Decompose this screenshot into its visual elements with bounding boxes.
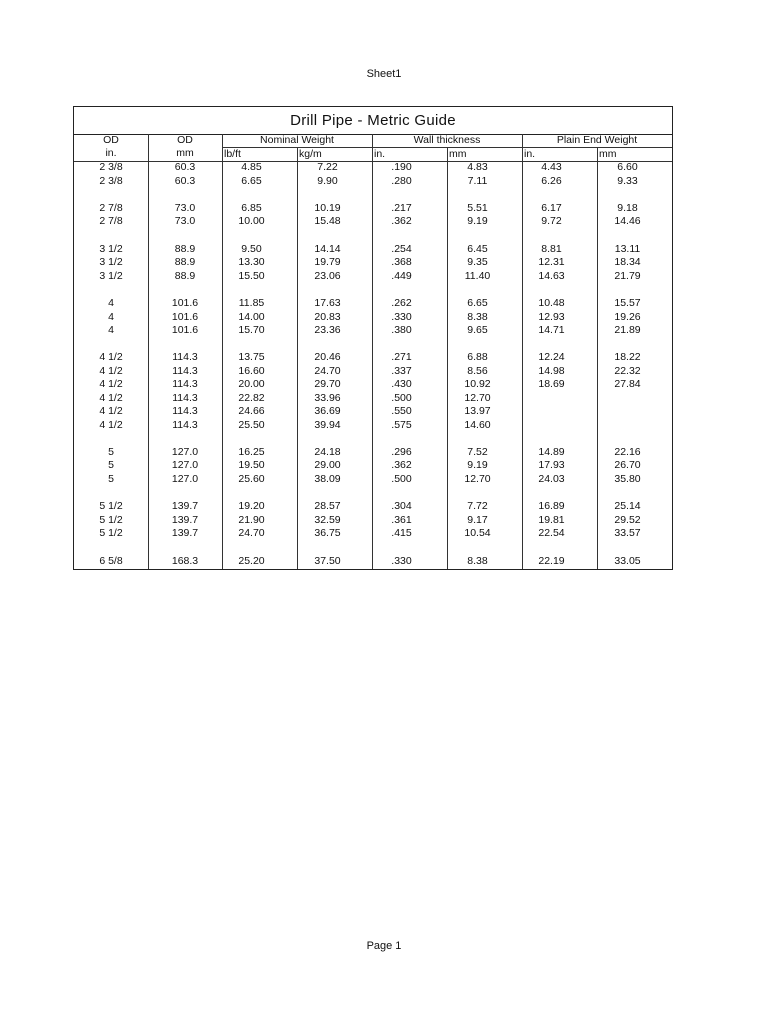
cell-nw-kgm: 9.90 (317, 175, 338, 187)
cell-od-mm: 114.3 (172, 351, 198, 363)
cell-od-mm: 60.3 (174, 161, 196, 173)
cell-nw-kgm: 15.48 (314, 215, 341, 227)
cell-wt-mm: 6.45 (467, 243, 488, 255)
cell-od-mm: 114.3 (172, 378, 198, 390)
cell-pew-mm: 21.79 (614, 270, 641, 282)
cell-wt-in: .550 (391, 405, 412, 417)
cell-od-in: 5 (108, 446, 114, 458)
cell-od-in: 4 1/2 (99, 392, 123, 404)
cell-od-in: 2 7/8 (99, 202, 123, 214)
cell-wt-mm: 9.65 (467, 324, 488, 336)
cell-pew-in: 12.93 (538, 311, 565, 323)
cell-nw-lbft: 15.70 (238, 324, 265, 336)
cell-nw-lbft: 21.90 (238, 514, 265, 526)
cell-od-mm: 88.9 (174, 256, 196, 268)
cell-wt-in: .361 (391, 514, 412, 526)
cell-pew-mm: 22.16 (614, 446, 641, 458)
cell-wt-in: .280 (391, 175, 412, 187)
cell-pew-in: 6.17 (541, 202, 562, 214)
cell-wt-mm: 4.83 (467, 161, 488, 173)
cell-od-mm: 88.9 (174, 243, 196, 255)
cell-wt-in: .330 (391, 555, 412, 567)
table-row (74, 555, 672, 569)
header-pew-in-unit: in. (524, 148, 536, 160)
cell-od-mm: 60.3 (174, 175, 196, 187)
cell-pew-in: 22.54 (538, 527, 565, 539)
cell-pew-mm: 33.57 (614, 527, 641, 539)
cell-nw-lbft: 15.50 (238, 270, 265, 282)
cell-pew-in: 6.26 (541, 175, 562, 187)
cell-pew-in: 18.69 (538, 378, 565, 390)
table-row (74, 202, 672, 216)
table-row (74, 311, 672, 325)
cell-wt-in: .296 (391, 446, 412, 458)
cell-pew-mm: 9.18 (617, 202, 638, 214)
cell-wt-in: .362 (391, 215, 412, 227)
cell-nw-kgm: 29.00 (314, 459, 341, 471)
cell-nw-lbft: 22.82 (238, 392, 265, 404)
cell-od-mm: 101.6 (171, 297, 199, 309)
cell-nw-lbft: 25.60 (238, 473, 265, 485)
cell-nw-kgm: 33.96 (314, 392, 341, 404)
cell-nw-lbft: 19.20 (238, 500, 265, 512)
header-od-mm: OD (177, 134, 193, 146)
cell-wt-mm: 10.92 (464, 378, 491, 390)
cell-nw-lbft: 16.60 (238, 365, 265, 377)
cell-od-in: 4 (108, 311, 114, 323)
cell-nw-lbft: 10.00 (238, 215, 265, 227)
cell-wt-in: .415 (391, 527, 412, 539)
cell-pew-in: 8.81 (541, 243, 562, 255)
table-row (74, 365, 672, 379)
sheet-name-header: Sheet1 (366, 68, 402, 80)
cell-pew-in: 17.93 (538, 459, 565, 471)
cell-nw-kgm: 32.59 (314, 514, 341, 526)
cell-od-in: 5 (108, 459, 114, 471)
cell-nw-lbft: 24.70 (238, 527, 265, 539)
cell-wt-in: .575 (391, 419, 412, 431)
cell-pew-in: 10.48 (538, 297, 565, 309)
cell-od-in: 4 1/2 (99, 365, 123, 377)
header-nominal-weight: Nominal Weight (260, 134, 334, 146)
table-row (74, 161, 672, 175)
cell-wt-in: .449 (391, 270, 412, 282)
cell-pew-in: 16.89 (538, 500, 565, 512)
header-od-in: OD (103, 134, 119, 146)
cell-nw-kgm: 24.70 (314, 365, 341, 377)
cell-nw-kgm: 7.22 (317, 161, 338, 173)
page-number-footer: Page 1 (366, 940, 402, 952)
cell-od-mm: 88.9 (174, 270, 196, 282)
cell-wt-in: .500 (391, 392, 412, 404)
cell-wt-mm: 7.11 (467, 175, 488, 187)
cell-od-in: 5 1/2 (99, 527, 123, 539)
table-row (74, 351, 672, 365)
cell-od-in: 2 7/8 (99, 215, 123, 227)
cell-wt-mm: 5.51 (467, 202, 488, 214)
cell-nw-lbft: 13.75 (238, 351, 265, 363)
cell-pew-mm: 13.11 (614, 243, 641, 255)
table-row (74, 459, 672, 473)
header-plain-end-weight: Plain End Weight (556, 134, 638, 146)
cell-nw-kgm: 24.18 (314, 446, 341, 458)
cell-wt-mm: 9.19 (467, 215, 488, 227)
table-row (74, 419, 672, 433)
cell-pew-mm: 18.34 (614, 256, 641, 268)
cell-od-in: 2 3/8 (99, 161, 123, 173)
cell-nw-lbft: 24.66 (238, 405, 265, 417)
cell-pew-mm: 15.57 (614, 297, 641, 309)
cell-pew-in: 14.63 (538, 270, 565, 282)
cell-nw-kgm: 28.57 (314, 500, 341, 512)
cell-od-in: 3 1/2 (99, 243, 123, 255)
cell-nw-lbft: 6.85 (241, 202, 262, 214)
cell-nw-kgm: 20.83 (314, 311, 341, 323)
cell-wt-in: .271 (391, 351, 412, 363)
cell-wt-mm: 13.97 (464, 405, 491, 417)
cell-pew-in: 14.71 (538, 324, 565, 336)
cell-wt-in: .262 (391, 297, 412, 309)
cell-od-in: 6 5/8 (99, 555, 123, 567)
cell-pew-mm: 26.70 (614, 459, 641, 471)
cell-od-mm: 73.0 (174, 202, 196, 214)
cell-wt-in: .304 (391, 500, 412, 512)
cell-wt-mm: 11.40 (464, 270, 491, 282)
cell-pew-in: 12.24 (538, 351, 565, 363)
cell-pew-in: 22.19 (538, 555, 565, 567)
cell-pew-mm: 9.33 (617, 175, 638, 187)
cell-pew-mm: 35.80 (614, 473, 641, 485)
cell-pew-mm: 33.05 (614, 555, 641, 567)
cell-nw-lbft: 9.50 (241, 243, 262, 255)
cell-wt-mm: 8.56 (467, 365, 488, 377)
cell-pew-mm: 21.89 (614, 324, 641, 336)
table-row (74, 500, 672, 514)
cell-pew-in: 14.89 (538, 446, 565, 458)
header-pew-mm-unit: mm (599, 148, 617, 160)
cell-pew-mm: 6.60 (617, 161, 638, 173)
cell-od-in: 4 1/2 (99, 351, 123, 363)
table-title: Drill Pipe - Metric Guide (74, 107, 672, 135)
cell-wt-mm: 6.65 (467, 297, 488, 309)
cell-wt-mm: 7.52 (467, 446, 488, 458)
cell-od-mm: 139.7 (171, 500, 199, 512)
header-nw-lbft-unit: lb/ft (224, 148, 241, 160)
cell-nw-kgm: 36.75 (314, 527, 341, 539)
cell-od-mm: 114.3 (172, 365, 198, 377)
table-row (74, 215, 672, 229)
cell-od-mm: 101.6 (171, 311, 199, 323)
cell-pew-mm: 29.52 (614, 514, 641, 526)
cell-wt-in: .337 (391, 365, 412, 377)
header-wt-in-unit: in. (374, 148, 386, 160)
cell-od-mm: 114.3 (172, 405, 198, 417)
cell-pew-mm: 19.26 (614, 311, 641, 323)
cell-nw-kgm: 17.63 (314, 297, 341, 309)
cell-pew-in: 24.03 (538, 473, 565, 485)
cell-wt-in: .380 (391, 324, 412, 336)
cell-od-in: 5 1/2 (99, 500, 123, 512)
table-row (74, 243, 672, 257)
cell-nw-lbft: 13.30 (238, 256, 265, 268)
cell-wt-mm: 8.38 (467, 311, 488, 323)
cell-nw-lbft: 6.65 (241, 175, 262, 187)
cell-wt-mm: 9.17 (467, 514, 488, 526)
cell-wt-in: .254 (391, 243, 412, 255)
cell-nw-lbft: 14.00 (238, 311, 265, 323)
header-wall-thickness: Wall thickness (413, 134, 481, 146)
cell-od-in: 4 1/2 (99, 419, 123, 431)
cell-wt-mm: 7.72 (467, 500, 488, 512)
cell-pew-mm: 27.84 (614, 378, 641, 390)
cell-od-mm: 114.3 (172, 392, 198, 404)
cell-od-in: 5 (108, 473, 114, 485)
cell-od-mm: 114.3 (172, 419, 198, 431)
drill-pipe-table (73, 106, 673, 570)
cell-od-in: 4 (108, 324, 114, 336)
cell-wt-mm: 12.70 (464, 473, 491, 485)
cell-nw-kgm: 19.79 (314, 256, 341, 268)
cell-wt-mm: 12.70 (464, 392, 491, 404)
cell-pew-mm: 22.32 (614, 365, 641, 377)
cell-nw-lbft: 4.85 (241, 161, 262, 173)
table-row (74, 378, 672, 392)
header-od-mm-unit: mm (176, 147, 194, 159)
cell-od-in: 4 (108, 297, 114, 309)
cell-wt-mm: 6.88 (467, 351, 488, 363)
cell-pew-in: 19.81 (538, 514, 565, 526)
table-row (74, 527, 672, 541)
cell-wt-in: .430 (391, 378, 412, 390)
cell-od-in: 4 1/2 (99, 378, 123, 390)
cell-nw-kgm: 10.19 (314, 202, 341, 214)
header-od-in-unit: in. (105, 147, 117, 159)
cell-pew-mm: 18.22 (614, 351, 641, 363)
cell-pew-in: 14.98 (538, 365, 565, 377)
cell-od-in: 2 3/8 (99, 175, 123, 187)
cell-wt-mm: 8.38 (467, 555, 488, 567)
table-row (74, 473, 672, 487)
cell-od-in: 5 1/2 (99, 514, 123, 526)
cell-pew-in: 4.43 (541, 161, 562, 173)
cell-pew-mm: 14.46 (614, 215, 641, 227)
cell-nw-kgm: 23.36 (314, 324, 341, 336)
cell-wt-in: .500 (391, 473, 412, 485)
cell-od-mm: 127.0 (171, 446, 199, 458)
cell-wt-in: .368 (391, 256, 412, 268)
cell-wt-in: .217 (391, 202, 412, 214)
cell-pew-in: 9.72 (541, 215, 562, 227)
cell-pew-in: 12.31 (538, 256, 565, 268)
cell-od-mm: 73.0 (174, 215, 196, 227)
cell-od-in: 3 1/2 (99, 270, 123, 282)
cell-wt-mm: 9.35 (467, 256, 488, 268)
cell-nw-lbft: 25.20 (238, 555, 265, 567)
table-row (74, 514, 672, 528)
cell-nw-kgm: 36.69 (314, 405, 341, 417)
cell-nw-lbft: 11.85 (238, 297, 265, 309)
table-row (74, 270, 672, 284)
cell-wt-mm: 10.54 (464, 527, 491, 539)
cell-pew-mm: 25.14 (614, 500, 641, 512)
cell-od-mm: 101.6 (171, 324, 199, 336)
table-row (74, 256, 672, 270)
cell-nw-lbft: 19.50 (238, 459, 265, 471)
cell-nw-kgm: 20.46 (314, 351, 341, 363)
cell-nw-lbft: 16.25 (238, 446, 265, 458)
cell-wt-in: .330 (391, 311, 412, 323)
cell-od-mm: 127.0 (171, 473, 199, 485)
cell-od-mm: 139.7 (171, 527, 199, 539)
cell-od-mm: 139.7 (171, 514, 199, 526)
cell-od-in: 4 1/2 (99, 405, 123, 417)
cell-nw-kgm: 23.06 (314, 270, 341, 282)
cell-od-mm: 127.0 (171, 459, 199, 471)
table-row (74, 324, 672, 338)
table-row (74, 175, 672, 189)
cell-wt-mm: 9.19 (467, 459, 488, 471)
cell-nw-kgm: 29.70 (314, 378, 341, 390)
table-row (74, 405, 672, 419)
cell-wt-in: .362 (391, 459, 412, 471)
cell-od-in: 3 1/2 (99, 256, 123, 268)
table-row (74, 446, 672, 460)
cell-wt-in: .190 (391, 161, 412, 173)
table-row (74, 392, 672, 406)
cell-nw-kgm: 38.09 (314, 473, 341, 485)
cell-od-mm: 168.3 (171, 555, 199, 567)
cell-wt-mm: 14.60 (464, 419, 491, 431)
header-wt-mm-unit: mm (449, 148, 467, 160)
cell-nw-lbft: 20.00 (238, 378, 265, 390)
cell-nw-lbft: 25.50 (238, 419, 265, 431)
header-nw-kgm-unit: kg/m (299, 148, 322, 160)
cell-nw-kgm: 39.94 (314, 419, 341, 431)
cell-nw-kgm: 14.14 (314, 243, 341, 255)
cell-nw-kgm: 37.50 (314, 555, 341, 567)
table-row (74, 297, 672, 311)
